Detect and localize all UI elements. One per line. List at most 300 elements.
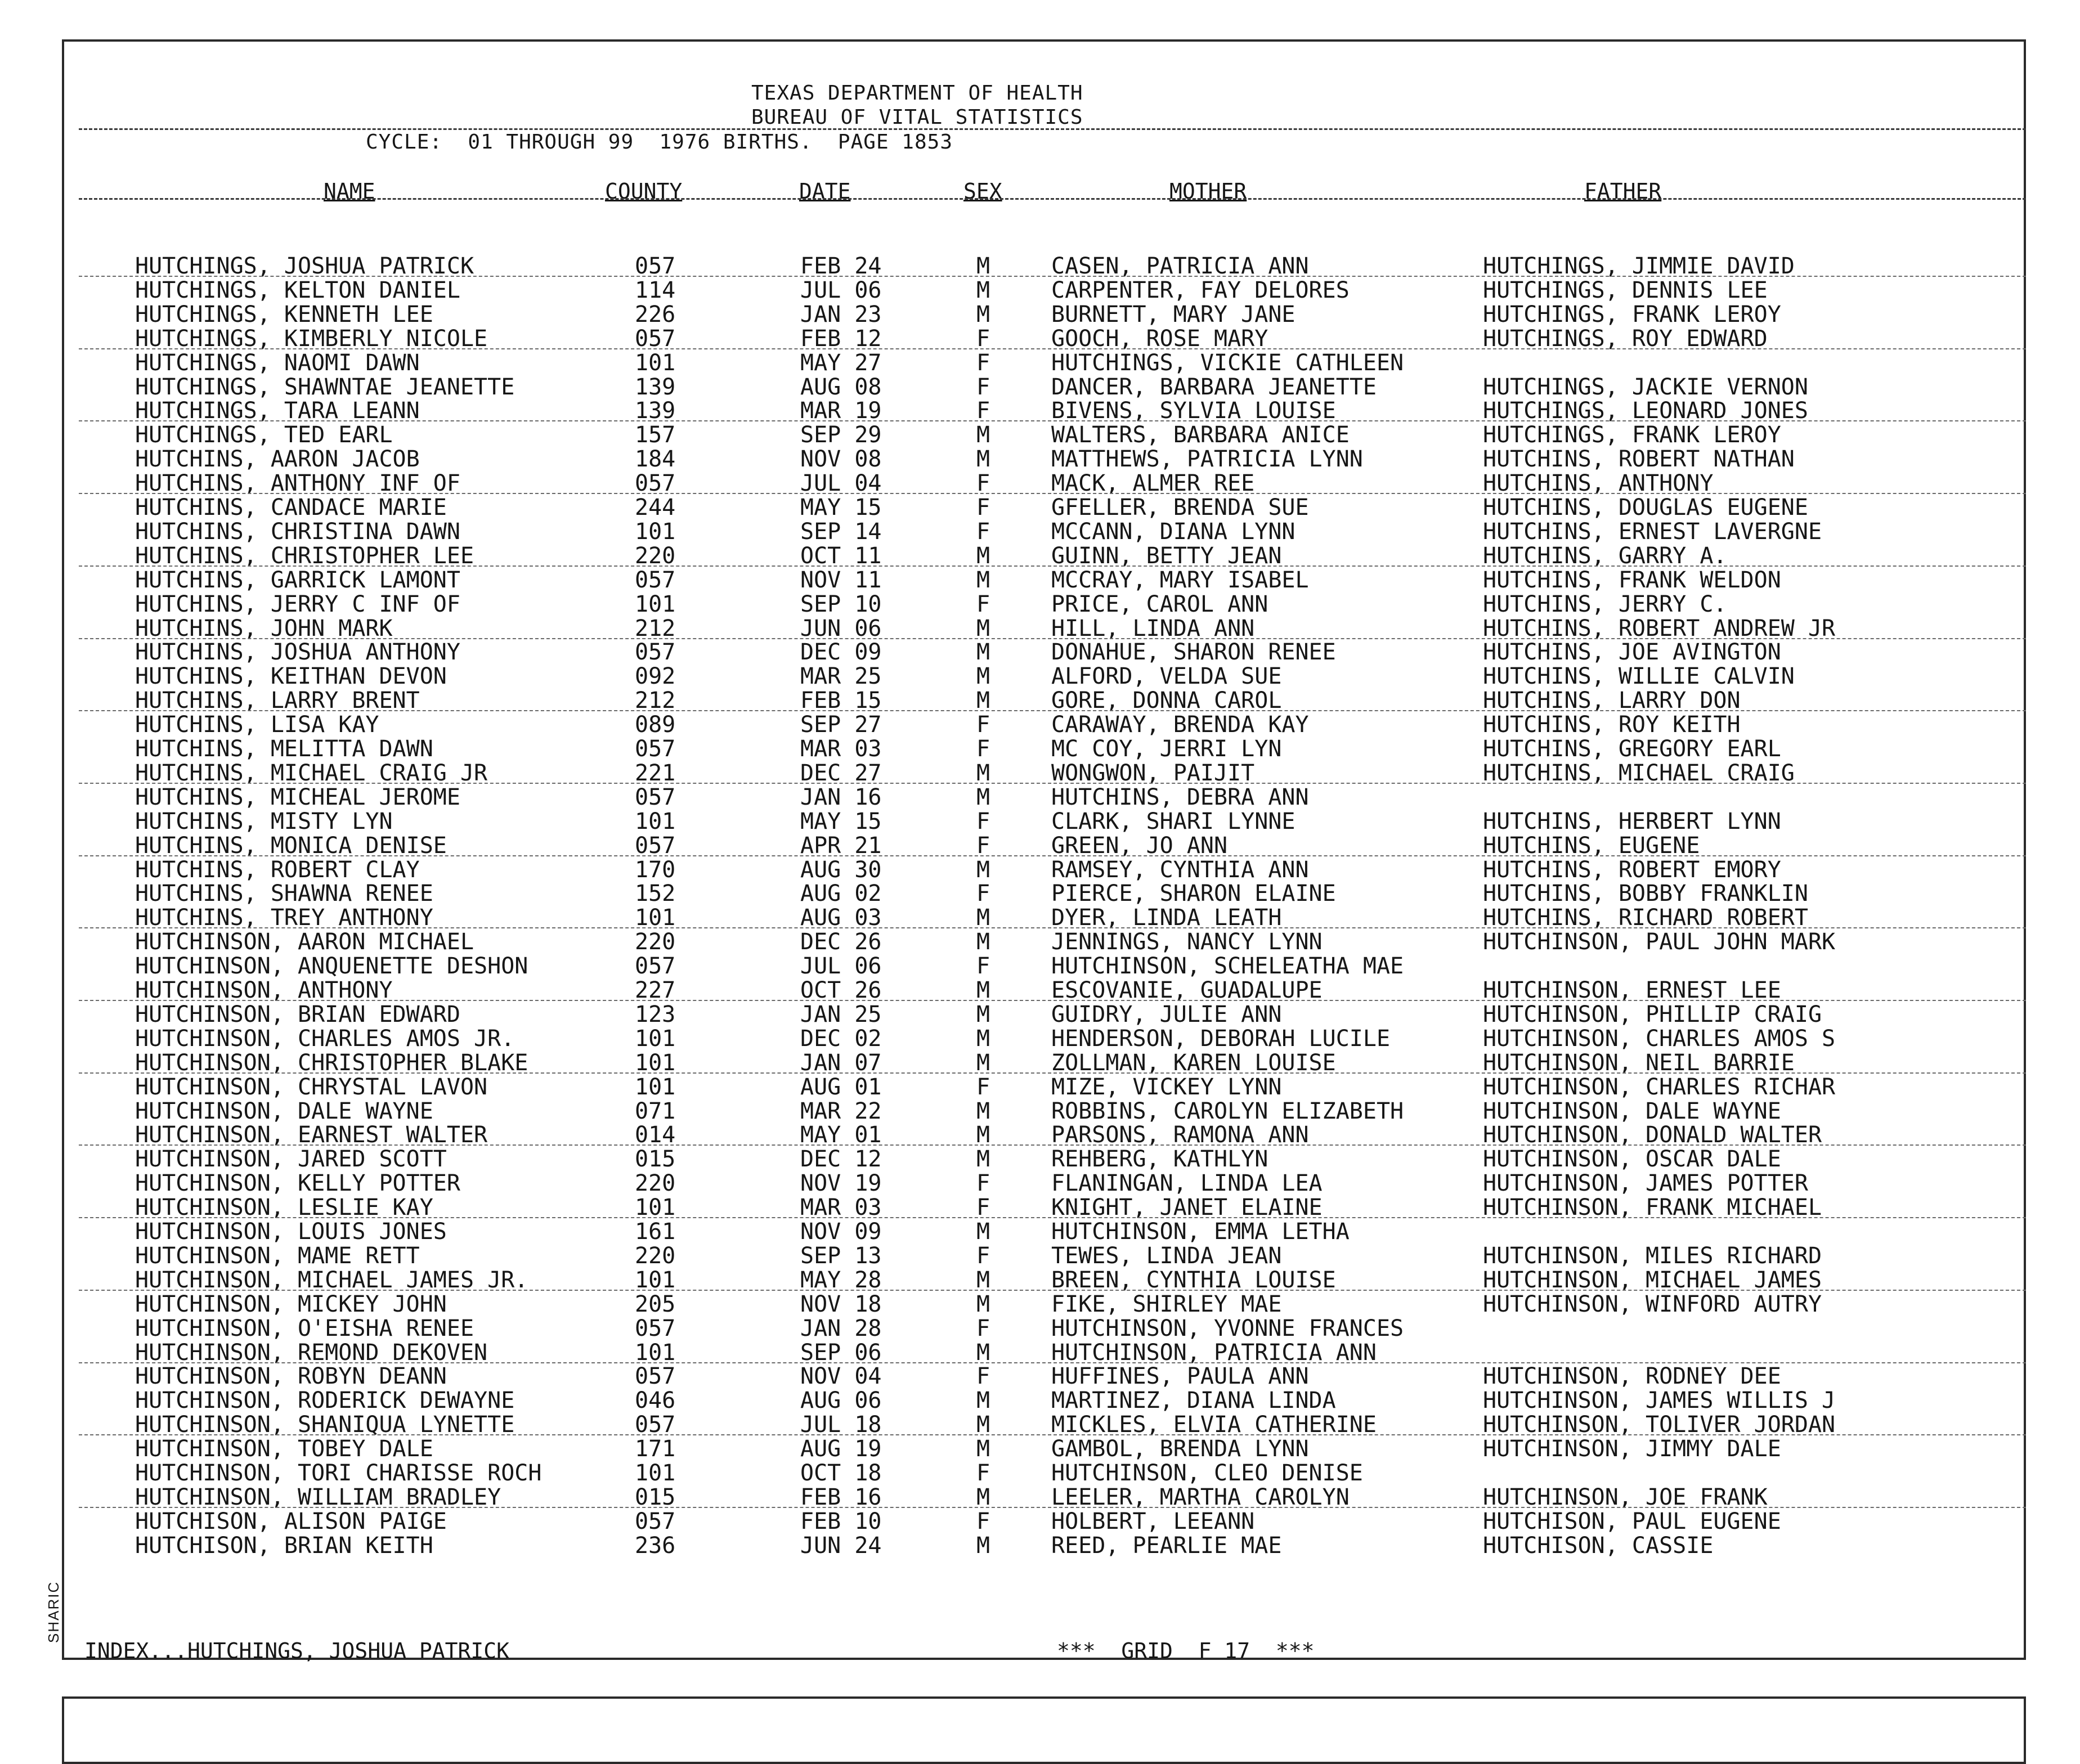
- row-date: JAN 16: [800, 784, 882, 810]
- row-county: 057: [635, 567, 676, 593]
- row-sex: F: [976, 1242, 990, 1269]
- row-sex: M: [976, 663, 990, 690]
- row-mother: REHBERG, KATHLYN: [1051, 1146, 1268, 1173]
- row-sex: M: [976, 929, 990, 955]
- row-name: HUTCHINSON, WILLIAM BRADLEY: [135, 1484, 501, 1510]
- row-date: NOV 09: [800, 1219, 882, 1245]
- row-date: MAR 25: [800, 663, 882, 690]
- row-date: OCT 11: [800, 542, 882, 569]
- row-county: 101: [635, 349, 676, 376]
- row-sex: M: [976, 1267, 990, 1293]
- row-mother: CARPENTER, FAY DELORES: [1051, 277, 1350, 303]
- row-date: NOV 04: [800, 1363, 882, 1390]
- row-date: FEB 12: [800, 325, 882, 352]
- table-row: [0, 833, 2080, 857]
- column-header-county: COUNTY: [605, 179, 683, 204]
- row-name: HUTCHINS, MICHAEL CRAIG JR: [135, 760, 488, 786]
- row-name: HUTCHINSON, CHRYSTAL LAVON: [135, 1074, 488, 1100]
- row-sex: M: [976, 542, 990, 569]
- row-sex: F: [976, 881, 990, 907]
- row-mother: CASEN, PATRICIA ANN: [1051, 253, 1309, 279]
- table-row: [0, 350, 2080, 374]
- row-county: 236: [635, 1532, 676, 1559]
- table-row: [0, 591, 2080, 616]
- row-county: 205: [635, 1291, 676, 1317]
- grid-footer: *** GRID F 17 ***: [1057, 1639, 1315, 1663]
- table-row: [0, 857, 2080, 881]
- row-father: HUTCHINS, EUGENE: [1483, 832, 1700, 859]
- row-mother: HUTCHINSON, PATRICIA ANN: [1051, 1339, 1377, 1366]
- row-father: HUTCHINS, ROBERT ANDREW JR: [1483, 615, 1836, 641]
- table-row: [0, 1509, 2080, 1533]
- row-name: HUTCHINSON, MAME RETT: [135, 1242, 420, 1269]
- row-mother: GFELLER, BRENDA SUE: [1051, 495, 1309, 520]
- row-date: AUG 01: [800, 1074, 882, 1100]
- row-county: 101: [635, 1339, 676, 1366]
- table-row: [0, 1098, 2080, 1123]
- row-guide-rule: [79, 420, 2026, 421]
- row-date: JUL 18: [800, 1412, 882, 1438]
- row-date: AUG 03: [800, 905, 882, 931]
- row-sex: F: [976, 1315, 990, 1341]
- row-date: NOV 08: [800, 446, 882, 473]
- row-sex: M: [976, 639, 990, 666]
- row-date: FEB 10: [800, 1508, 882, 1534]
- row-date: JUL 06: [800, 277, 882, 303]
- table-row: [0, 398, 2080, 422]
- row-name: HUTCHINSON, O'EISHA RENEE: [135, 1315, 474, 1341]
- row-mother: CARAWAY, BRENDA KAY: [1051, 712, 1309, 738]
- row-name: HUTCHINS, ROBERT CLAY: [135, 856, 420, 883]
- row-county: 057: [635, 1363, 676, 1390]
- row-date: JAN 28: [800, 1315, 882, 1341]
- row-county: 101: [635, 1049, 676, 1076]
- row-father: HUTCHINS, HERBERT LYNN: [1483, 808, 1781, 834]
- row-county: 220: [635, 1242, 676, 1269]
- row-sex: M: [976, 1532, 990, 1559]
- row-sex: F: [976, 374, 990, 400]
- row-county: 046: [635, 1388, 676, 1414]
- row-date: MAR 19: [800, 398, 882, 424]
- row-name: HUTCHINS, ANTHONY INF OF: [135, 470, 460, 497]
- row-name: HUTCHINSON, ANTHONY: [135, 977, 393, 1003]
- table-row: [0, 495, 2080, 519]
- row-sex: F: [976, 712, 990, 738]
- row-name: HUTCHINSON, BRIAN EDWARD: [135, 1001, 460, 1027]
- row-father: HUTCHINSON, JOE FRANK: [1483, 1484, 1768, 1510]
- column-header-date: DATE: [799, 179, 851, 204]
- table-row: [0, 253, 2080, 277]
- row-father: HUTCHINS, ROBERT EMORY: [1483, 856, 1781, 883]
- row-date: DEC 26: [800, 929, 882, 955]
- column-header-sex: SEX: [963, 179, 1002, 204]
- row-date: MAR 03: [800, 1195, 882, 1221]
- row-sex: F: [976, 736, 990, 762]
- row-county: 139: [635, 398, 676, 424]
- row-county: 171: [635, 1436, 676, 1462]
- row-county: 157: [635, 422, 676, 448]
- row-sex: F: [976, 349, 990, 376]
- table-row: [0, 1243, 2080, 1267]
- table-row: [0, 302, 2080, 326]
- row-name: HUTCHINS, LARRY BRENT: [135, 688, 420, 714]
- row-father: HUTCHINSON, PAUL JOHN MARK: [1483, 929, 1836, 955]
- row-name: HUTCHINS, GARRICK LAMONT: [135, 567, 460, 593]
- row-sex: F: [976, 1074, 990, 1100]
- row-sex: M: [976, 1098, 990, 1124]
- row-father: HUTCHINSON, CHARLES AMOS S: [1483, 1025, 1836, 1052]
- row-guide-rule: [79, 1362, 2026, 1363]
- row-date: DEC 02: [800, 1025, 882, 1052]
- row-sex: F: [976, 953, 990, 980]
- row-county: 170: [635, 856, 676, 883]
- row-mother: BREEN, CYNTHIA LOUISE: [1051, 1267, 1336, 1293]
- row-date: JAN 07: [800, 1049, 882, 1076]
- table-row: [0, 688, 2080, 712]
- row-sex: M: [976, 977, 990, 1003]
- row-father: HUTCHISON, CASSIE: [1483, 1532, 1714, 1559]
- row-father: HUTCHINSON, PHILLIP CRAIG: [1483, 1001, 1822, 1027]
- row-name: HUTCHINSON, LESLIE KAY: [135, 1195, 433, 1221]
- row-sex: M: [976, 1291, 990, 1317]
- row-name: HUTCHINS, TREY ANTHONY: [135, 905, 433, 931]
- row-name: HUTCHINS, MONICA DENISE: [135, 832, 447, 859]
- row-name: HUTCHINGS, JOSHUA PATRICK: [135, 253, 474, 279]
- table-row: [0, 1363, 2080, 1388]
- row-county: 015: [635, 1484, 676, 1510]
- row-name: HUTCHINGS, KENNETH LEE: [135, 301, 433, 327]
- row-county: 123: [635, 1001, 676, 1027]
- row-father: HUTCHINS, WILLIE CALVIN: [1483, 663, 1795, 690]
- table-row: [0, 1219, 2080, 1243]
- row-mother: DANCER, BARBARA JEANETTE: [1051, 374, 1377, 400]
- row-sex: M: [976, 856, 990, 883]
- table-row: [0, 809, 2080, 833]
- row-name: HUTCHINSON, JARED SCOTT: [135, 1146, 447, 1173]
- row-name: HUTCHINSON, MICHAEL JAMES JR.: [135, 1267, 528, 1293]
- table-row: [0, 1533, 2080, 1557]
- row-sex: M: [976, 1122, 990, 1148]
- row-mother: REED, PEARLIE MAE: [1051, 1532, 1282, 1559]
- row-mother: MATTHEWS, PATRICIA LYNN: [1051, 446, 1363, 473]
- row-guide-rule: [79, 1217, 2026, 1218]
- row-mother: JENNINGS, NANCY LYNN: [1051, 929, 1323, 955]
- table-row: [0, 374, 2080, 398]
- row-sex: M: [976, 1025, 990, 1052]
- row-county: 057: [635, 1508, 676, 1534]
- table-row: [0, 1484, 2080, 1509]
- row-name: HUTCHINSON, CHRISTOPHER BLAKE: [135, 1049, 528, 1076]
- table-row: [0, 470, 2080, 495]
- row-sex: F: [976, 398, 990, 424]
- next-page-frame: [62, 1696, 2026, 1764]
- row-date: DEC 09: [800, 639, 882, 666]
- row-father: HUTCHISON, PAUL EUGENE: [1483, 1508, 1781, 1534]
- table-row: [0, 784, 2080, 809]
- row-county: 220: [635, 929, 676, 955]
- row-mother: GUIDRY, JULIE ANN: [1051, 1001, 1282, 1027]
- side-label: SHARIC: [45, 1581, 62, 1643]
- row-mother: GORE, DONNA CAROL: [1051, 688, 1282, 714]
- department-title: TEXAS DEPARTMENT OF HEALTH: [751, 82, 1083, 105]
- row-father: HUTCHINSON, MILES RICHARD: [1483, 1242, 1822, 1269]
- row-date: FEB 16: [800, 1484, 882, 1510]
- table-row: [0, 1146, 2080, 1173]
- row-date: AUG 19: [800, 1436, 882, 1462]
- row-county: 089: [635, 712, 676, 738]
- row-sex: M: [976, 253, 990, 279]
- row-date: APR 21: [800, 832, 882, 859]
- row-county: 101: [635, 591, 676, 617]
- row-father: HUTCHINS, GARRY A.: [1483, 542, 1727, 569]
- row-name: HUTCHINSON, MICKEY JOHN: [135, 1291, 447, 1317]
- row-date: NOV 11: [800, 567, 882, 593]
- row-date: MAR 03: [800, 736, 882, 762]
- table-row: [0, 1026, 2080, 1050]
- row-sex: M: [976, 446, 990, 473]
- row-mother: ROBBINS, CAROLYN ELIZABETH: [1051, 1098, 1404, 1124]
- row-county: 220: [635, 542, 676, 569]
- row-sex: M: [976, 1001, 990, 1027]
- table-row: [0, 422, 2080, 446]
- row-father: HUTCHINS, LARRY DON: [1483, 688, 1741, 714]
- row-date: MAY 15: [800, 495, 882, 520]
- table-row: [0, 543, 2080, 567]
- table-row: [0, 277, 2080, 302]
- row-name: HUTCHINSON, EARNEST WALTER: [135, 1122, 488, 1148]
- row-date: OCT 26: [800, 977, 882, 1003]
- row-father: HUTCHINSON, RODNEY DEE: [1483, 1363, 1781, 1390]
- row-county: 152: [635, 881, 676, 907]
- row-name: HUTCHINGS, KIMBERLY NICOLE: [135, 325, 488, 352]
- row-mother: HUTCHINSON, SCHELEATHA MAE: [1051, 953, 1404, 980]
- row-mother: HUTCHINSON, EMMA LETHA: [1051, 1219, 1350, 1245]
- row-county: 092: [635, 663, 676, 690]
- row-mother: HUTCHINGS, VICKIE CATHLEEN: [1051, 349, 1404, 376]
- row-county: 057: [635, 832, 676, 859]
- row-name: HUTCHINSON, TOBEY DALE: [135, 1436, 433, 1462]
- row-sex: F: [976, 495, 990, 520]
- row-name: HUTCHINS, LISA KAY: [135, 712, 379, 738]
- bureau-title: BUREAU OF VITAL STATISTICS: [751, 106, 1083, 129]
- row-date: JAN 23: [800, 301, 882, 327]
- row-sex: M: [976, 1219, 990, 1245]
- table-row: [0, 1074, 2080, 1098]
- row-mother: BURNETT, MARY JANE: [1051, 301, 1295, 327]
- table-row: [0, 663, 2080, 688]
- row-sex: M: [976, 1146, 990, 1173]
- table-row: [0, 1002, 2080, 1026]
- row-name: HUTCHINS, JOHN MARK: [135, 615, 393, 641]
- row-name: HUTCHINS, MICHEAL JEROME: [135, 784, 460, 810]
- row-county: 101: [635, 518, 676, 545]
- row-county: 101: [635, 905, 676, 931]
- row-sex: M: [976, 905, 990, 931]
- row-sex: F: [976, 325, 990, 352]
- row-name: HUTCHINGS, NAOMI DAWN: [135, 349, 420, 376]
- row-mother: HUFFINES, PAULA ANN: [1051, 1363, 1309, 1390]
- row-sex: M: [976, 1388, 990, 1414]
- row-name: HUTCHINGS, TED EARL: [135, 422, 393, 448]
- row-county: 220: [635, 1170, 676, 1197]
- row-county: 015: [635, 1146, 676, 1173]
- row-date: SEP 27: [800, 712, 882, 738]
- row-mother: WONGWON, PAIJIT: [1051, 760, 1255, 786]
- row-sex: M: [976, 760, 990, 786]
- row-county: 057: [635, 253, 676, 279]
- row-father: HUTCHINSON, MICHAEL JAMES: [1483, 1267, 1822, 1293]
- row-name: HUTCHINS, JOSHUA ANTHONY: [135, 639, 460, 666]
- row-county: 057: [635, 325, 676, 352]
- row-name: HUTCHINS, SHAWNA RENEE: [135, 881, 433, 907]
- table-row: [0, 639, 2080, 666]
- row-date: AUG 02: [800, 881, 882, 907]
- table-row: [0, 567, 2080, 591]
- row-name: HUTCHINSON, KELLY POTTER: [135, 1170, 460, 1197]
- table-row: [0, 616, 2080, 640]
- row-father: HUTCHINSON, ERNEST LEE: [1483, 977, 1781, 1003]
- row-date: DEC 12: [800, 1146, 882, 1173]
- row-mother: PRICE, CAROL ANN: [1051, 591, 1268, 617]
- row-county: 057: [635, 470, 676, 497]
- row-father: HUTCHINS, ROBERT NATHAN: [1483, 446, 1795, 473]
- row-guide-rule: [79, 1144, 2026, 1146]
- row-name: HUTCHINS, AARON JACOB: [135, 446, 420, 473]
- row-guide-rule: [79, 927, 2026, 928]
- row-father: HUTCHINS, ROY KEITH: [1483, 712, 1741, 738]
- row-name: HUTCHINSON, ROBYN DEANN: [135, 1363, 447, 1390]
- row-name: HUTCHINGS, SHAWNTAE JEANETTE: [135, 374, 515, 400]
- table-row: [0, 1412, 2080, 1436]
- row-guide-rule: [79, 1507, 2026, 1508]
- row-date: SEP 06: [800, 1339, 882, 1366]
- row-mother: FIKE, SHIRLEY MAE: [1051, 1291, 1282, 1317]
- row-county: 184: [635, 446, 676, 473]
- row-father: HUTCHINGS, JIMMIE DAVID: [1483, 253, 1795, 279]
- row-father: HUTCHINS, RICHARD ROBERT: [1483, 905, 1808, 931]
- row-date: FEB 24: [800, 253, 882, 279]
- row-name: HUTCHINSON, LOUIS JONES: [135, 1219, 447, 1245]
- row-name: HUTCHINSON, ANQUENETTE DESHON: [135, 953, 528, 980]
- row-date: JUN 24: [800, 1532, 882, 1559]
- row-county: 226: [635, 301, 676, 327]
- table-row: [0, 1267, 2080, 1291]
- row-mother: MCCRAY, MARY ISABEL: [1051, 567, 1309, 593]
- row-sex: M: [976, 567, 990, 593]
- row-sex: M: [976, 1049, 990, 1076]
- row-mother: PIERCE, SHARON ELAINE: [1051, 881, 1336, 907]
- row-guide-rule: [79, 1290, 2026, 1291]
- table-row: [0, 977, 2080, 1002]
- row-county: 114: [635, 277, 676, 303]
- row-father: HUTCHINGS, ROY EDWARD: [1483, 325, 1768, 352]
- row-sex: M: [976, 1339, 990, 1366]
- row-mother: FLANINGAN, LINDA LEA: [1051, 1170, 1323, 1197]
- row-county: 101: [635, 1460, 676, 1486]
- row-date: OCT 18: [800, 1460, 882, 1486]
- row-mother: MC COY, JERRI LYN: [1051, 736, 1282, 762]
- row-county: 057: [635, 1412, 676, 1438]
- row-father: HUTCHINGS, LEONARD JONES: [1483, 398, 1808, 424]
- row-sex: F: [976, 1363, 990, 1390]
- row-county: 057: [635, 953, 676, 980]
- header-rule: [79, 128, 2026, 130]
- row-sex: M: [976, 784, 990, 810]
- table-row: [0, 760, 2080, 784]
- row-mother: MCCANN, DIANA LYNN: [1051, 518, 1295, 545]
- row-sex: M: [976, 615, 990, 641]
- row-guide-rule: [79, 710, 2026, 711]
- row-date: SEP 29: [800, 422, 882, 448]
- row-date: MAR 22: [800, 1098, 882, 1124]
- row-father: HUTCHINSON, CHARLES RICHAR: [1483, 1074, 1836, 1100]
- row-name: HUTCHINSON, DALE WAYNE: [135, 1098, 433, 1124]
- table-row: [0, 1340, 2080, 1364]
- row-guide-rule: [79, 855, 2026, 856]
- row-mother: HOLBERT, LEEANN: [1051, 1508, 1255, 1534]
- row-mother: GAMBOL, BRENDA LYNN: [1051, 1436, 1309, 1462]
- row-county: 057: [635, 639, 676, 666]
- row-father: HUTCHINSON, TOLIVER JORDAN: [1483, 1412, 1836, 1438]
- table-row: [0, 1170, 2080, 1195]
- row-name: HUTCHINSON, CHARLES AMOS JR.: [135, 1025, 515, 1052]
- row-county: 212: [635, 615, 676, 641]
- row-mother: HUTCHINSON, YVONNE FRANCES: [1051, 1315, 1404, 1341]
- row-father: HUTCHINS, GREGORY EARL: [1483, 736, 1781, 762]
- row-father: HUTCHINS, MICHAEL CRAIG: [1483, 760, 1795, 786]
- row-guide-rule: [79, 493, 2026, 494]
- row-county: 227: [635, 977, 676, 1003]
- column-header-father: FATHER: [1584, 179, 1662, 204]
- row-name: HUTCHINS, CANDACE MARIE: [135, 495, 447, 520]
- row-guide-rule: [79, 348, 2026, 349]
- row-mother: GREEN, JO ANN: [1051, 832, 1228, 859]
- row-guide-rule: [79, 1434, 2026, 1435]
- row-guide-rule: [79, 1072, 2026, 1074]
- row-county: 139: [635, 374, 676, 400]
- row-mother: MICKLES, ELVIA CATHERINE: [1051, 1412, 1377, 1438]
- cycle-line: CYCLE: 01 THROUGH 99 1976 BIRTHS. PAGE 1853: [366, 131, 953, 154]
- row-county: 101: [635, 1025, 676, 1052]
- table-row: [0, 1050, 2080, 1074]
- row-name: HUTCHINS, MELITTA DAWN: [135, 736, 433, 762]
- table-row: [0, 519, 2080, 543]
- row-sex: M: [976, 301, 990, 327]
- row-mother: KNIGHT, JANET ELAINE: [1051, 1195, 1323, 1221]
- row-sex: F: [976, 1170, 990, 1197]
- table-row: [0, 326, 2080, 350]
- table-row: [0, 881, 2080, 905]
- row-father: HUTCHINSON, DALE WAYNE: [1483, 1098, 1781, 1124]
- row-guide-rule: [79, 638, 2026, 639]
- row-date: JUN 06: [800, 615, 882, 641]
- row-mother: HILL, LINDA ANN: [1051, 615, 1255, 641]
- table-row: [0, 1460, 2080, 1484]
- row-father: HUTCHINSON, JAMES POTTER: [1483, 1170, 1808, 1197]
- row-mother: BIVENS, SYLVIA LOUISE: [1051, 398, 1336, 424]
- row-father: HUTCHINSON, JAMES WILLIS J: [1483, 1388, 1836, 1414]
- row-date: SEP 13: [800, 1242, 882, 1269]
- row-county: 161: [635, 1219, 676, 1245]
- row-sex: F: [976, 1508, 990, 1534]
- row-name: HUTCHINSON, SHANIQUA LYNETTE: [135, 1412, 515, 1438]
- row-county: 071: [635, 1098, 676, 1124]
- row-sex: F: [976, 832, 990, 859]
- column-header-mother: MOTHER: [1169, 179, 1247, 204]
- row-mother: MIZE, VICKEY LYNN: [1051, 1074, 1282, 1100]
- row-date: MAY 01: [800, 1122, 882, 1148]
- row-sex: F: [976, 470, 990, 497]
